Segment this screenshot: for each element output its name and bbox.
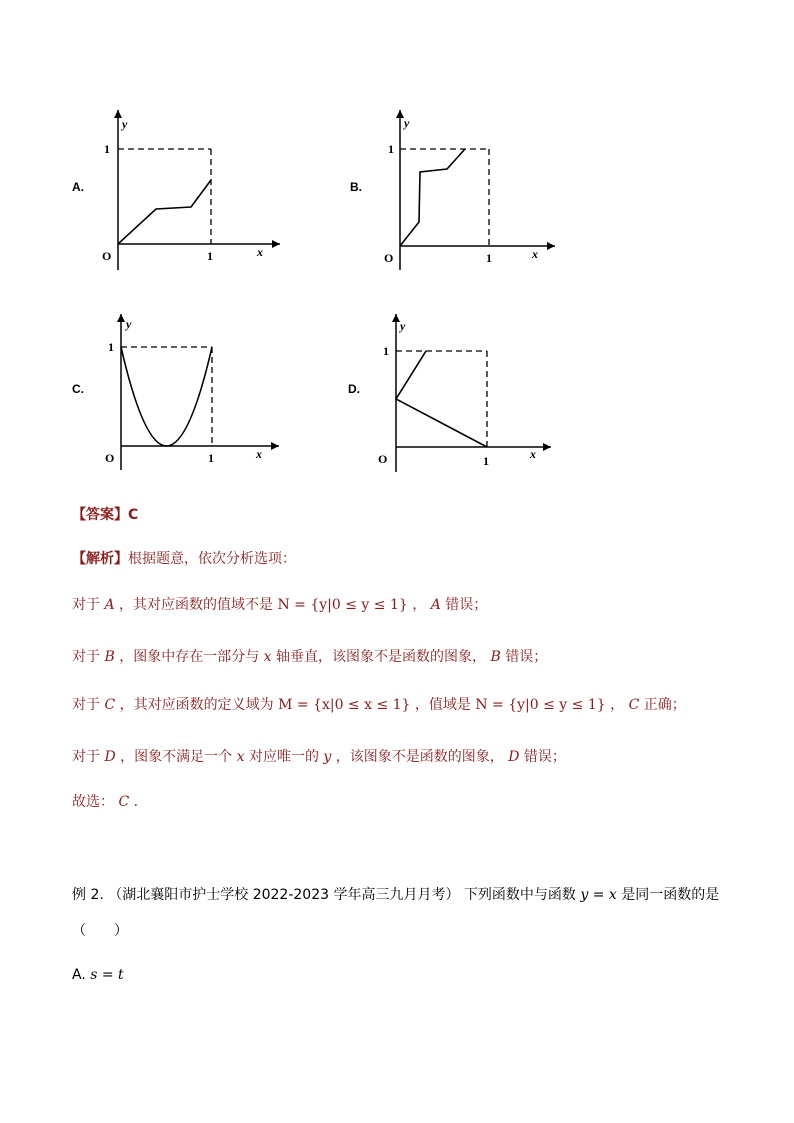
- option-a-label: A.: [72, 967, 86, 983]
- text-pre: 对于: [72, 697, 100, 713]
- analysis-line-b: [72, 646, 547, 666]
- graph-c-svg: [70, 310, 310, 485]
- y-one-label: 1: [104, 142, 110, 156]
- option-a-label: A.: [72, 180, 84, 194]
- text-pre: 对于: [72, 597, 100, 613]
- set-n: N = {y|0 ≤ y ≤ 1}: [277, 597, 408, 613]
- text-pre: 对于: [72, 749, 100, 765]
- y-axis-label: y: [404, 116, 410, 130]
- var-b2: B: [490, 649, 501, 665]
- text-mid: ，其对应函数的值域不是: [119, 597, 274, 613]
- analysis-tag: 【解析】: [72, 551, 128, 567]
- y-axis-label: y: [122, 117, 128, 131]
- text-sep: ，: [610, 697, 625, 713]
- origin-label: O: [384, 251, 394, 265]
- option-b-label: B.: [350, 180, 362, 194]
- var-c2: C: [628, 697, 640, 713]
- var-y: y: [323, 749, 332, 765]
- answer-value: C: [128, 507, 139, 523]
- analysis-intro-line: [72, 548, 296, 568]
- text-mid2: ，值域是: [414, 697, 471, 713]
- graph-option-d: [346, 310, 586, 485]
- example-2-option-a: [72, 967, 124, 983]
- graph-option-c: [70, 310, 310, 485]
- example-number: 例 2.: [72, 887, 104, 903]
- answer-tag: 【答案】: [72, 507, 128, 523]
- x-one-label: 1: [486, 251, 492, 265]
- analysis-line-a: [72, 594, 487, 614]
- example-source: （湖北襄阳市护士学校 2022-2023 学年高三九月月考）: [108, 887, 460, 903]
- origin-label: O: [102, 249, 112, 263]
- analysis-line-d: [72, 746, 566, 766]
- y-axis-label: y: [400, 319, 406, 333]
- text-pre: 对于: [72, 649, 100, 665]
- option-a-formula: s = t: [90, 967, 124, 983]
- origin-label: O: [378, 452, 388, 466]
- x-one-label: 1: [483, 454, 489, 468]
- var-a: A: [104, 597, 115, 613]
- answer-blank: （ ）: [72, 923, 128, 939]
- graph-b-svg: [350, 100, 590, 275]
- text-mid3: ，该图象不是函数的图象，: [335, 749, 504, 765]
- y-one-label: 1: [108, 340, 114, 354]
- text-mid: ，图象不满足一个: [120, 749, 233, 765]
- option-d-label: D.: [348, 382, 360, 396]
- graph-option-b: [350, 100, 590, 275]
- set-n: N = {y|0 ≤ y ≤ 1}: [475, 697, 606, 713]
- option-c-label: C.: [72, 382, 84, 396]
- text-end: 错误；: [505, 649, 548, 665]
- text-pre: 故选：: [72, 794, 114, 810]
- graph-d-svg: [346, 310, 586, 485]
- text-sep: ，: [412, 597, 427, 613]
- y-axis-label: y: [126, 317, 132, 331]
- var-x: x: [263, 649, 272, 665]
- answer-line: [72, 504, 138, 524]
- y-one-label: 1: [383, 344, 389, 358]
- text-mid2: 对应唯一的: [248, 749, 319, 765]
- var-c: C: [118, 794, 130, 810]
- example-function: y = x: [580, 887, 617, 903]
- var-b: B: [104, 649, 115, 665]
- var-x: x: [236, 749, 245, 765]
- graph-option-a: [70, 100, 310, 275]
- example-2-blank: [72, 920, 128, 940]
- x-axis-label: x: [257, 245, 263, 259]
- x-axis-label: x: [530, 447, 536, 461]
- graph-a-svg: [70, 100, 310, 275]
- text-mid: ，图象中存在一部分与: [119, 649, 260, 665]
- x-one-label: 1: [208, 451, 214, 465]
- y-one-label: 1: [388, 142, 394, 156]
- text-mid2: 轴垂直，该图象不是函数的图象，: [276, 649, 487, 665]
- var-a2: A: [430, 597, 441, 613]
- analysis-conclusion: [72, 791, 148, 811]
- origin-label: O: [105, 451, 115, 465]
- x-axis-label: x: [532, 247, 538, 261]
- text-end: ．: [133, 794, 148, 810]
- x-one-label: 1: [207, 249, 213, 263]
- text-end: 错误；: [445, 597, 488, 613]
- text-end: 正确；: [643, 697, 686, 713]
- text-mid: ，其对应函数的定义域为: [119, 697, 274, 713]
- analysis-intro: 根据题意，依次分析选项：: [128, 551, 296, 567]
- var-c: C: [104, 697, 116, 713]
- set-m: M = {x|0 ≤ x ≤ 1}: [278, 697, 411, 713]
- text-end: 错误；: [523, 749, 566, 765]
- var-d: D: [104, 749, 116, 765]
- x-axis-label: x: [256, 447, 262, 461]
- example-2-question: [72, 884, 719, 904]
- analysis-line-c: [72, 694, 686, 714]
- var-d2: D: [508, 749, 520, 765]
- example-question-end: 是同一函数的是: [621, 887, 720, 903]
- example-question-text: 下列函数中与函数: [463, 887, 576, 903]
